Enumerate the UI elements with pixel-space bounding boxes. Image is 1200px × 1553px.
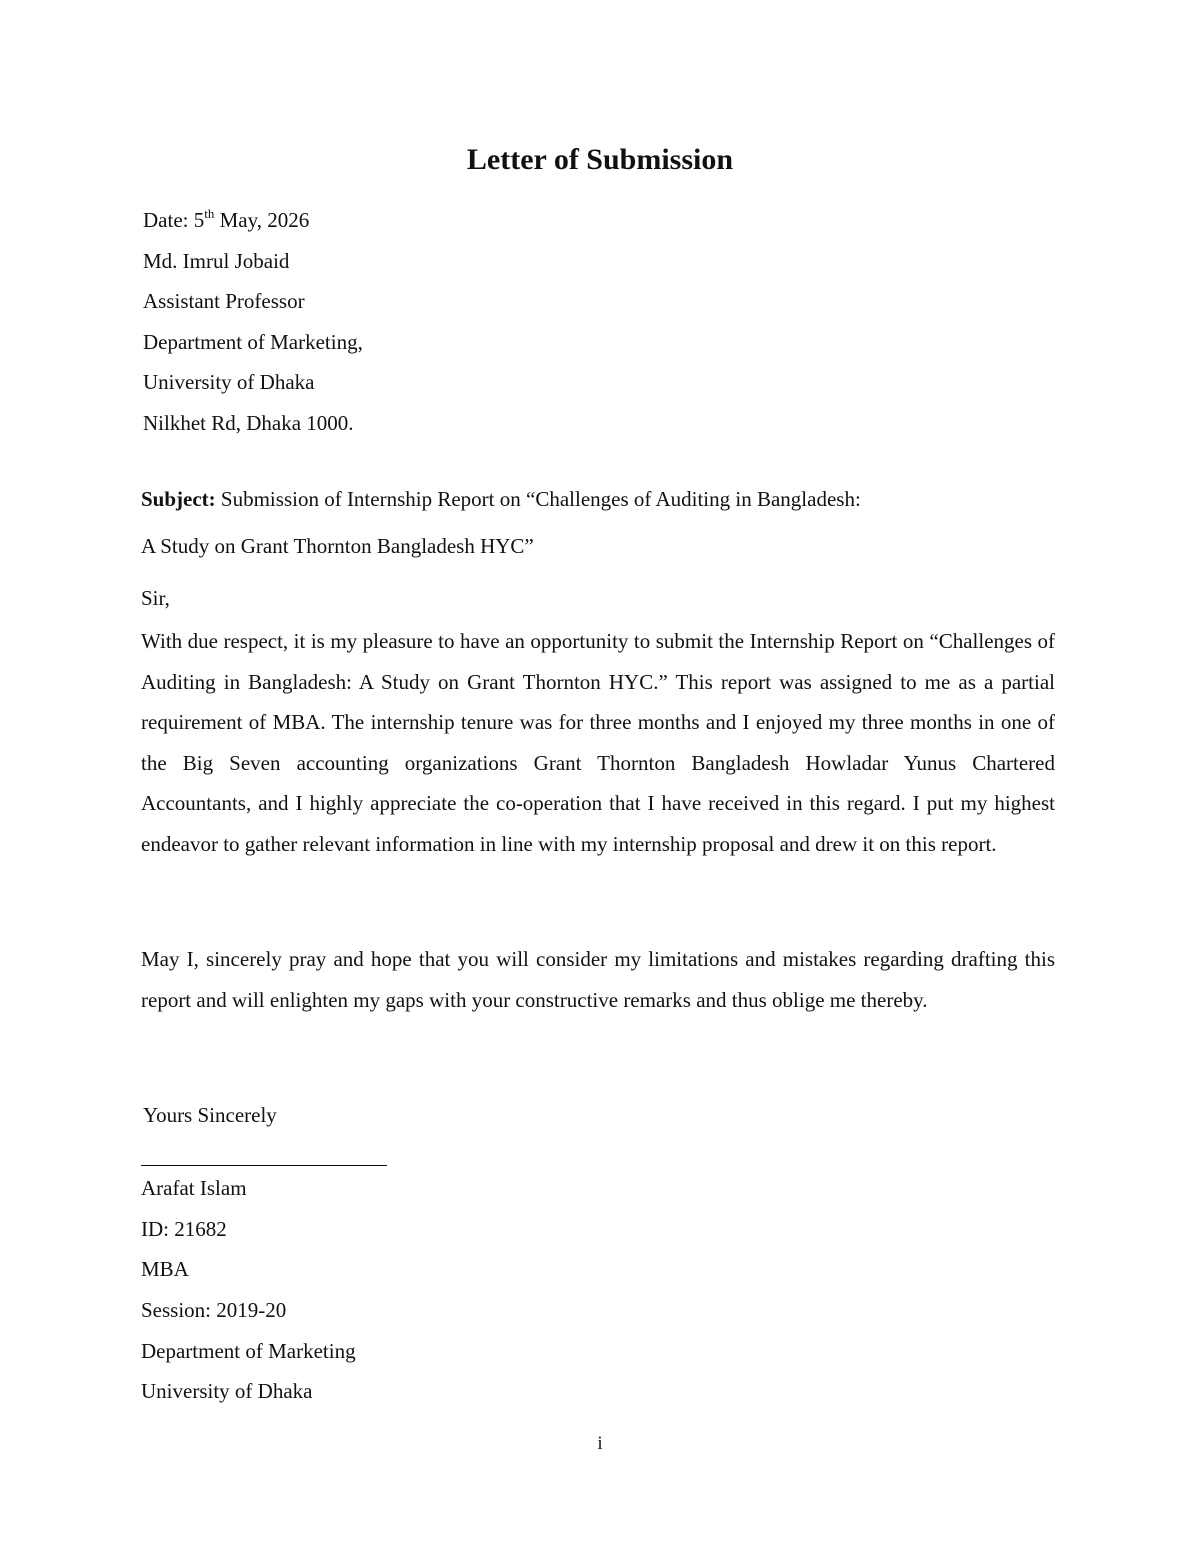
- sender-university: University of Dhaka: [141, 1379, 313, 1404]
- subject-text-1: Submission of Internship Report on “Challenges of Auditing in Bangladesh:: [215, 487, 861, 511]
- recipient-block: [143, 200, 363, 443]
- salutation: Sir,: [141, 586, 170, 610]
- subject-label: Subject:: [141, 487, 216, 511]
- subject-line-2: A Study on Grant Thornton Bangladesh HYC”: [141, 534, 534, 558]
- recipient-designation: Assistant Professor: [143, 289, 305, 313]
- recipient-address: Nilkhet Rd, Dhaka 1000.: [143, 410, 354, 435]
- body-paragraph-2: May I, sincerely pray and hope that you will consider my limitations and mistakes regarding drafting this report and will enlighten my gaps with your constructive remarks and thus oblige me thereby.: [141, 947, 1055, 1012]
- date-suffix: th: [204, 206, 215, 221]
- sender-id: ID: 21682: [141, 1216, 227, 1241]
- sender-block: [141, 1168, 356, 1412]
- page-number: i: [597, 1433, 603, 1454]
- sender-name: Arafat Islam: [141, 1176, 247, 1200]
- recipient-university: University of Dhaka: [143, 370, 315, 394]
- body-paragraph-1: With due respect, it is my pleasure to have an opportunity to submit the Internship Report on “Challenges of Auditing in Bangladesh: A Study on Grant Thornton HYC.” This report was assigned to me as a partial requirement of MBA. The internship tenure was for three months and I enjoyed my three months in one of the Big Seven accounting organizations Grant Thornton Bangladesh Howladar Yunus Chartered Accountants, and I highly appreciate the co-operation that I have received in this regard. I put my highest endeavor to gather relevant information in line with my internship proposal and drew it on this report.: [141, 629, 1055, 856]
- signature-line: [141, 1165, 387, 1166]
- page-title: Letter of Submission: [466, 143, 734, 176]
- date-line: [143, 200, 363, 241]
- sender-department: Department of Marketing: [141, 1338, 356, 1363]
- sender-program: MBA: [141, 1257, 189, 1282]
- date-rest: May, 2026: [214, 208, 310, 232]
- recipient-name: Md. Imrul Jobaid: [143, 248, 290, 273]
- subject-line-1: [141, 479, 1055, 519]
- date-label: Date: 5: [143, 208, 205, 232]
- recipient-department: Department of Marketing,: [143, 329, 363, 354]
- closing: Yours Sincerely: [143, 1103, 277, 1127]
- sender-session: Session: 2019-20: [141, 1298, 287, 1323]
